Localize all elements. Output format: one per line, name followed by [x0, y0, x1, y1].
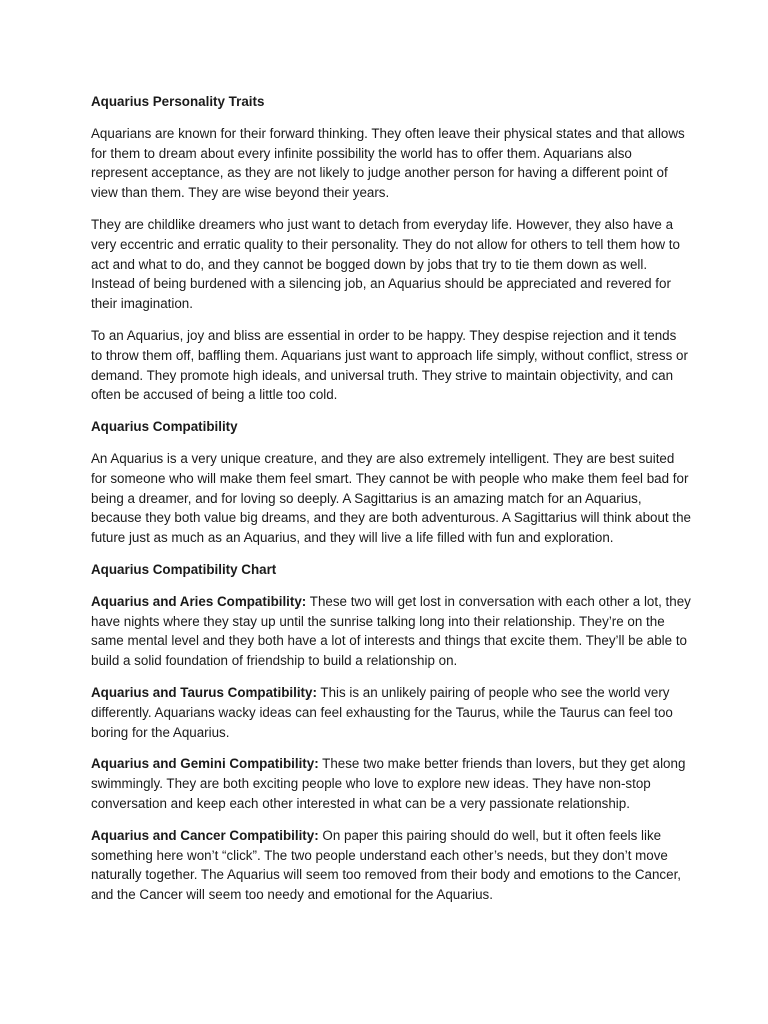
- gemini-entry-text: These two make better friends than lovers, but they get along swimmingly. They are both exciting people who love to explore new ideas. They have non-stop conversation and keep each other interested in what can be a very passionate relationship.: [91, 756, 686, 811]
- traits-paragraph-2: They are childlike dreamers who just want to detach from everyday life. However, they also have a very eccentric and erratic quality to their personality. They do not allow for others to tell them how to act and what to do, and they cannot be bogged down by jobs that try to tie them down as well. Instead of being burdened with a silencing job, an Aquarius should be appreciated and revered for their imagination.: [91, 216, 680, 312]
- traits-paragraph-3: To an Aquarius, joy and bliss are essential in order to be happy. They despise rejection and it tends to throw them off, baffling them. Aquarians just want to approach life simply, without conflict, stress or demand. They promote high ideals, and universal truth. They strive to maintain objectivity, and can often be accused of being a little too cold.: [91, 327, 688, 403]
- cancer-entry-lead: Aquarius and Cancer Compatibility:: [91, 827, 319, 843]
- taurus-entry-text: This is an unlikely pairing of people who see the world very differently. Aquarians wacky ideas can feel exhausting for the Taurus, while the Taurus can feel too boring for the Aquarius.: [91, 684, 673, 740]
- cancer-entry-text: On paper this pairing should do well, but it often feels like something here won’t “click”. The two people understand each other’s needs, but they don’t move naturally together. The Aquarius will seem too removed from their body and emotions to the Cancer, and the Cancer will seem too needy and emotional for the Aquarius.: [91, 827, 682, 903]
- compatibility-paragraph: An Aquarius is a very unique creature, and they are also extremely intelligent. They are best suited for someone who will make them feel smart. They cannot be with people who make them feel bad for being a dreamer, and for loving so deeply. A Sagittarius is an amazing match for an Aquarius, because they both value big dreams, and they are both adventurous. A Sagittarius will think about the future just as much as an Aquarius, and they will live a life filled with fun and exploration.: [91, 450, 691, 546]
- traits-heading: Aquarius Personality Traits: [91, 94, 265, 109]
- gemini-entry-lead: Aquarius and Gemini Compatibility:: [91, 756, 319, 772]
- aries-entry-text: These two will get lost in conversation with each other a lot, they have nights where they stay up until the sunrise talking long into their relationship. They’re on the same mental level and they both have a lot of interests and things that excite them. They’ll be able to build a solid foundation of friendship to build a relationship on.: [91, 593, 691, 669]
- traits-paragraph-1: Aquarians are known for their forward thinking. They often leave their physical states and that allows for them to dream about every infinite possibility the world has to offer them. Aquarians also represent acceptance, as they are not likely to judge another person for having a different point of view than them. They are wise beyond their years.: [91, 125, 685, 201]
- taurus-entry: [91, 683, 691, 742]
- cancer-entry: [91, 826, 691, 905]
- chart-heading: Aquarius Compatibility Chart: [91, 561, 277, 577]
- compatibility-heading: Aquarius Compatibility: [91, 419, 238, 435]
- aries-entry: [91, 592, 691, 671]
- taurus-entry-lead: Aquarius and Taurus Compatibility:: [91, 684, 317, 700]
- document-page: [91, 92, 691, 917]
- gemini-entry: [91, 754, 691, 813]
- aries-entry-lead: Aquarius and Aries Compatibility:: [91, 593, 307, 609]
